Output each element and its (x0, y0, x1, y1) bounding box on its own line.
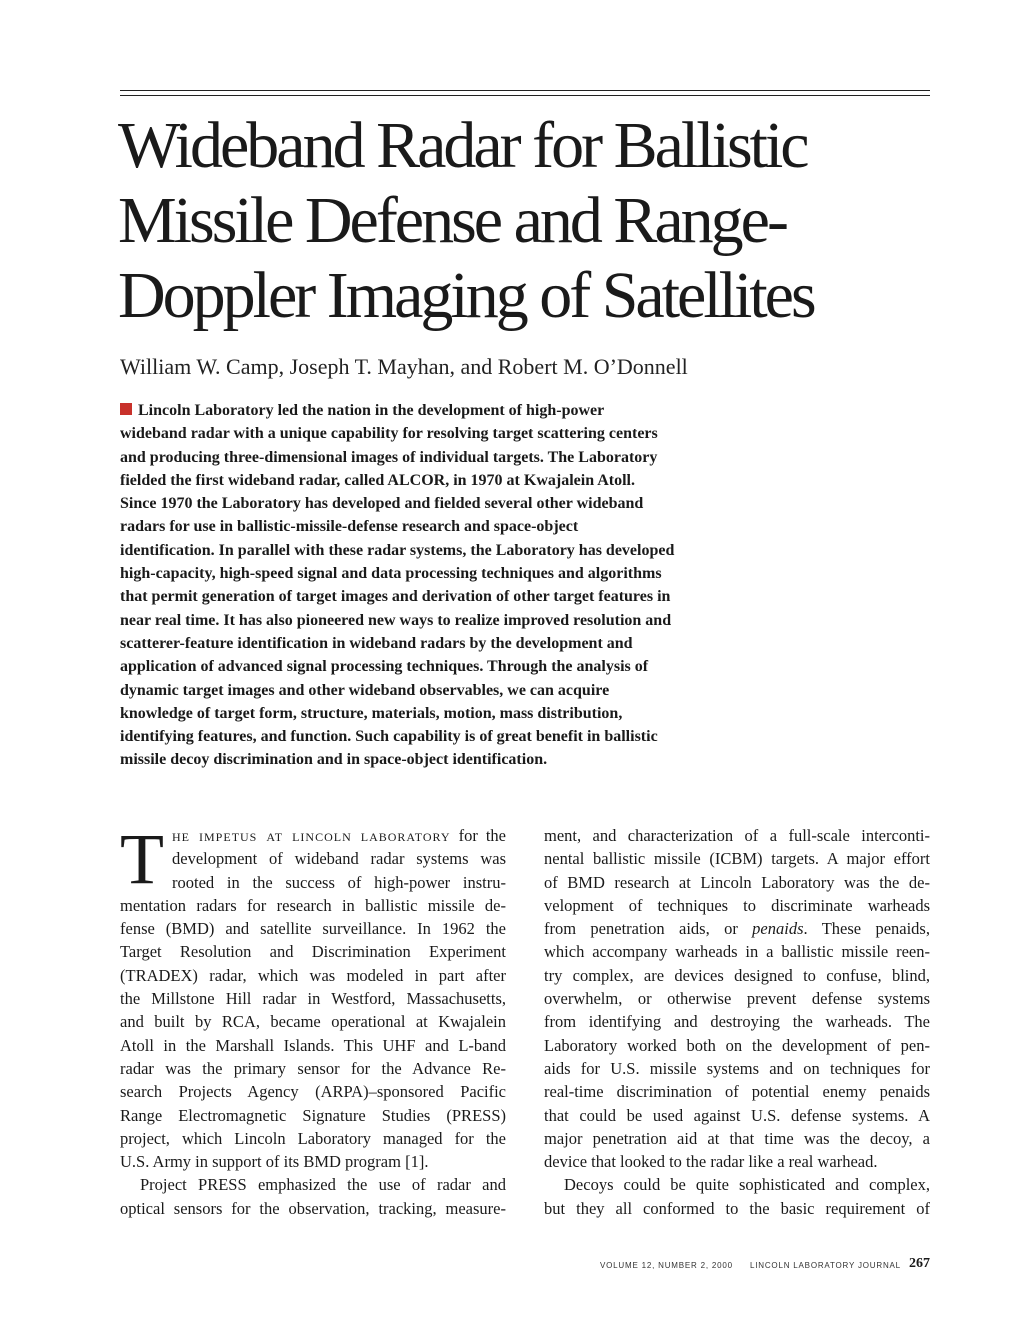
body-line: Target Resolution and Discrimination Experiment (120, 942, 506, 962)
abstract-line: high-capacity, high-speed signal and data processing techniques and algorithms (120, 565, 662, 583)
red-square-icon (120, 403, 132, 415)
abstract-line: radars for use in ballistic-missile-defense research and space-object (120, 518, 579, 536)
body-line: that could be used against U.S. defense systems. A (544, 1105, 930, 1125)
body-line: (TRADEX) radar, which was modeled in part after (120, 965, 506, 985)
page-number: 267 (909, 1256, 930, 1271)
body-line: nental ballistic missile (ICBM) targets. A major effort (544, 849, 930, 869)
body-column-right (544, 824, 930, 1220)
abstract-line: and producing three-dimensional images of individual targets. The Laboratory (120, 448, 658, 466)
abstract-line: Since 1970 the Laboratory has developed and fielded several other wideband (120, 495, 644, 513)
body-line: development of wideband radar systems was (172, 849, 506, 869)
abstract-line: missile decoy discrimination and in space-object identification. (120, 751, 548, 769)
author-list: William W. Camp, Joseph T. Mayhan, and Robert M. O’Donnell (120, 354, 688, 379)
abstract-line: scatterer-feature identification in wideband radars by the development and (120, 634, 633, 652)
abstract-line: dynamic target images and other wideband observables, we can acquire (120, 681, 610, 699)
body-line-text: from penetration aids, or (544, 919, 738, 939)
body-line: major penetration aid at that time was the decoy, a (544, 1128, 930, 1148)
body-line (120, 824, 506, 847)
lead-in-rest: for the (450, 826, 506, 845)
body-line (544, 917, 930, 940)
body-line: try complex, are devices designed to confuse, blind, (544, 965, 930, 985)
body-line: project, which Lincoln Laboratory managed for the (120, 1128, 506, 1148)
top-double-rule (120, 90, 930, 96)
abstract-line: knowledge of target form, structure, materials, motion, mass distribution, (120, 704, 623, 722)
body-line: radar was the primary sensor for the Advance Re- (120, 1058, 506, 1078)
body-line: of BMD research at Lincoln Laboratory was the de- (544, 872, 930, 892)
lead-in-smallcaps: he impetus at lincoln laboratory (172, 826, 451, 845)
title-line: Doppler Imaging of Satellites (118, 259, 814, 332)
body-column-left (120, 819, 506, 1220)
body-line: Atoll in the Marshall Islands. This UHF and L-band (120, 1035, 506, 1055)
body-line: aids for U.S. missile systems and on techniques for (544, 1058, 930, 1078)
footer-journal: LINCOLN LABORATORY JOURNAL (750, 1261, 901, 1270)
body-line: Range Electromagnetic Signature Studies (PRESS) (120, 1105, 506, 1125)
abstract (120, 399, 720, 772)
body-line: Decoys could be quite sophisticated and complex, (564, 1175, 930, 1195)
body-line: device that looked to the radar like a real warhead. (544, 1152, 878, 1172)
body-line: Project PRESS emphasized the use of radar and (140, 1175, 506, 1195)
abstract-line-text: Lincoln Laboratory led the nation in the development of high-power (138, 402, 605, 419)
page-footer (540, 1258, 932, 1274)
abstract-line (120, 399, 720, 422)
body-line: the Millstone Hill radar in Westford, Massachusetts, (120, 989, 506, 1009)
title-line: Wideband Radar for Ballistic (118, 109, 807, 182)
footer-volume: VOLUME 12, NUMBER 2, 2000 (600, 1261, 733, 1270)
abstract-line: identification. In parallel with these radar systems, the Laboratory has developed (120, 541, 675, 559)
body-line: rooted in the success of high-power instru- (172, 872, 506, 892)
body-line-tail: . These penaids, (803, 919, 930, 939)
body-line: optical sensors for the observation, tracking, measure- (120, 1198, 506, 1218)
body-line: fense (BMD) and satellite surveillance. In 1962 the (120, 919, 506, 939)
body-line: real-time discrimination of potential enemy penaids (544, 1082, 930, 1102)
body-line: overwhelm, or otherwise prevent defense systems (544, 989, 930, 1009)
body-line: mentation radars for research in ballistic missile de- (120, 895, 506, 915)
body-line: from identifying and destroying the warheads. The (544, 1012, 930, 1032)
article-title (118, 108, 918, 333)
body-line: which accompany warheads in a ballistic missile reen- (544, 942, 930, 962)
abstract-line: near real time. It has also pioneered new ways to realize improved resolution and (120, 611, 672, 629)
title-line: Missile Defense and Range- (118, 184, 786, 257)
body-line: search Projects Agency (ARPA)–sponsored Pacific (120, 1082, 506, 1102)
drop-cap: T (120, 819, 164, 899)
body-line: U.S. Army in support of its BMD program [1]. (120, 1152, 429, 1172)
abstract-line: application of advanced signal processing techniques. Through the analysis of (120, 658, 649, 676)
italic-term: penaids (752, 919, 804, 939)
body-line: ment, and characterization of a full-scale interconti- (544, 826, 930, 845)
abstract-line: fielded the first wideband radar, called ALCOR, in 1970 at Kwajalein Atoll. (120, 471, 635, 489)
abstract-line: wideband radar with a unique capability for resolving target scattering centers (120, 425, 658, 443)
abstract-line: identifying features, and function. Such capability is of great benefit in ballistic (120, 728, 658, 746)
body-line: velopment of techniques to discriminate warheads (544, 895, 930, 915)
body-line: Laboratory worked both on the development of pen- (544, 1035, 930, 1055)
body-line: and built by RCA, became operational at Kwajalein (120, 1012, 506, 1032)
abstract-line: that permit generation of target images and derivation of other target features in (120, 588, 671, 606)
body-line: but they all conformed to the basic requirement of (544, 1198, 930, 1218)
